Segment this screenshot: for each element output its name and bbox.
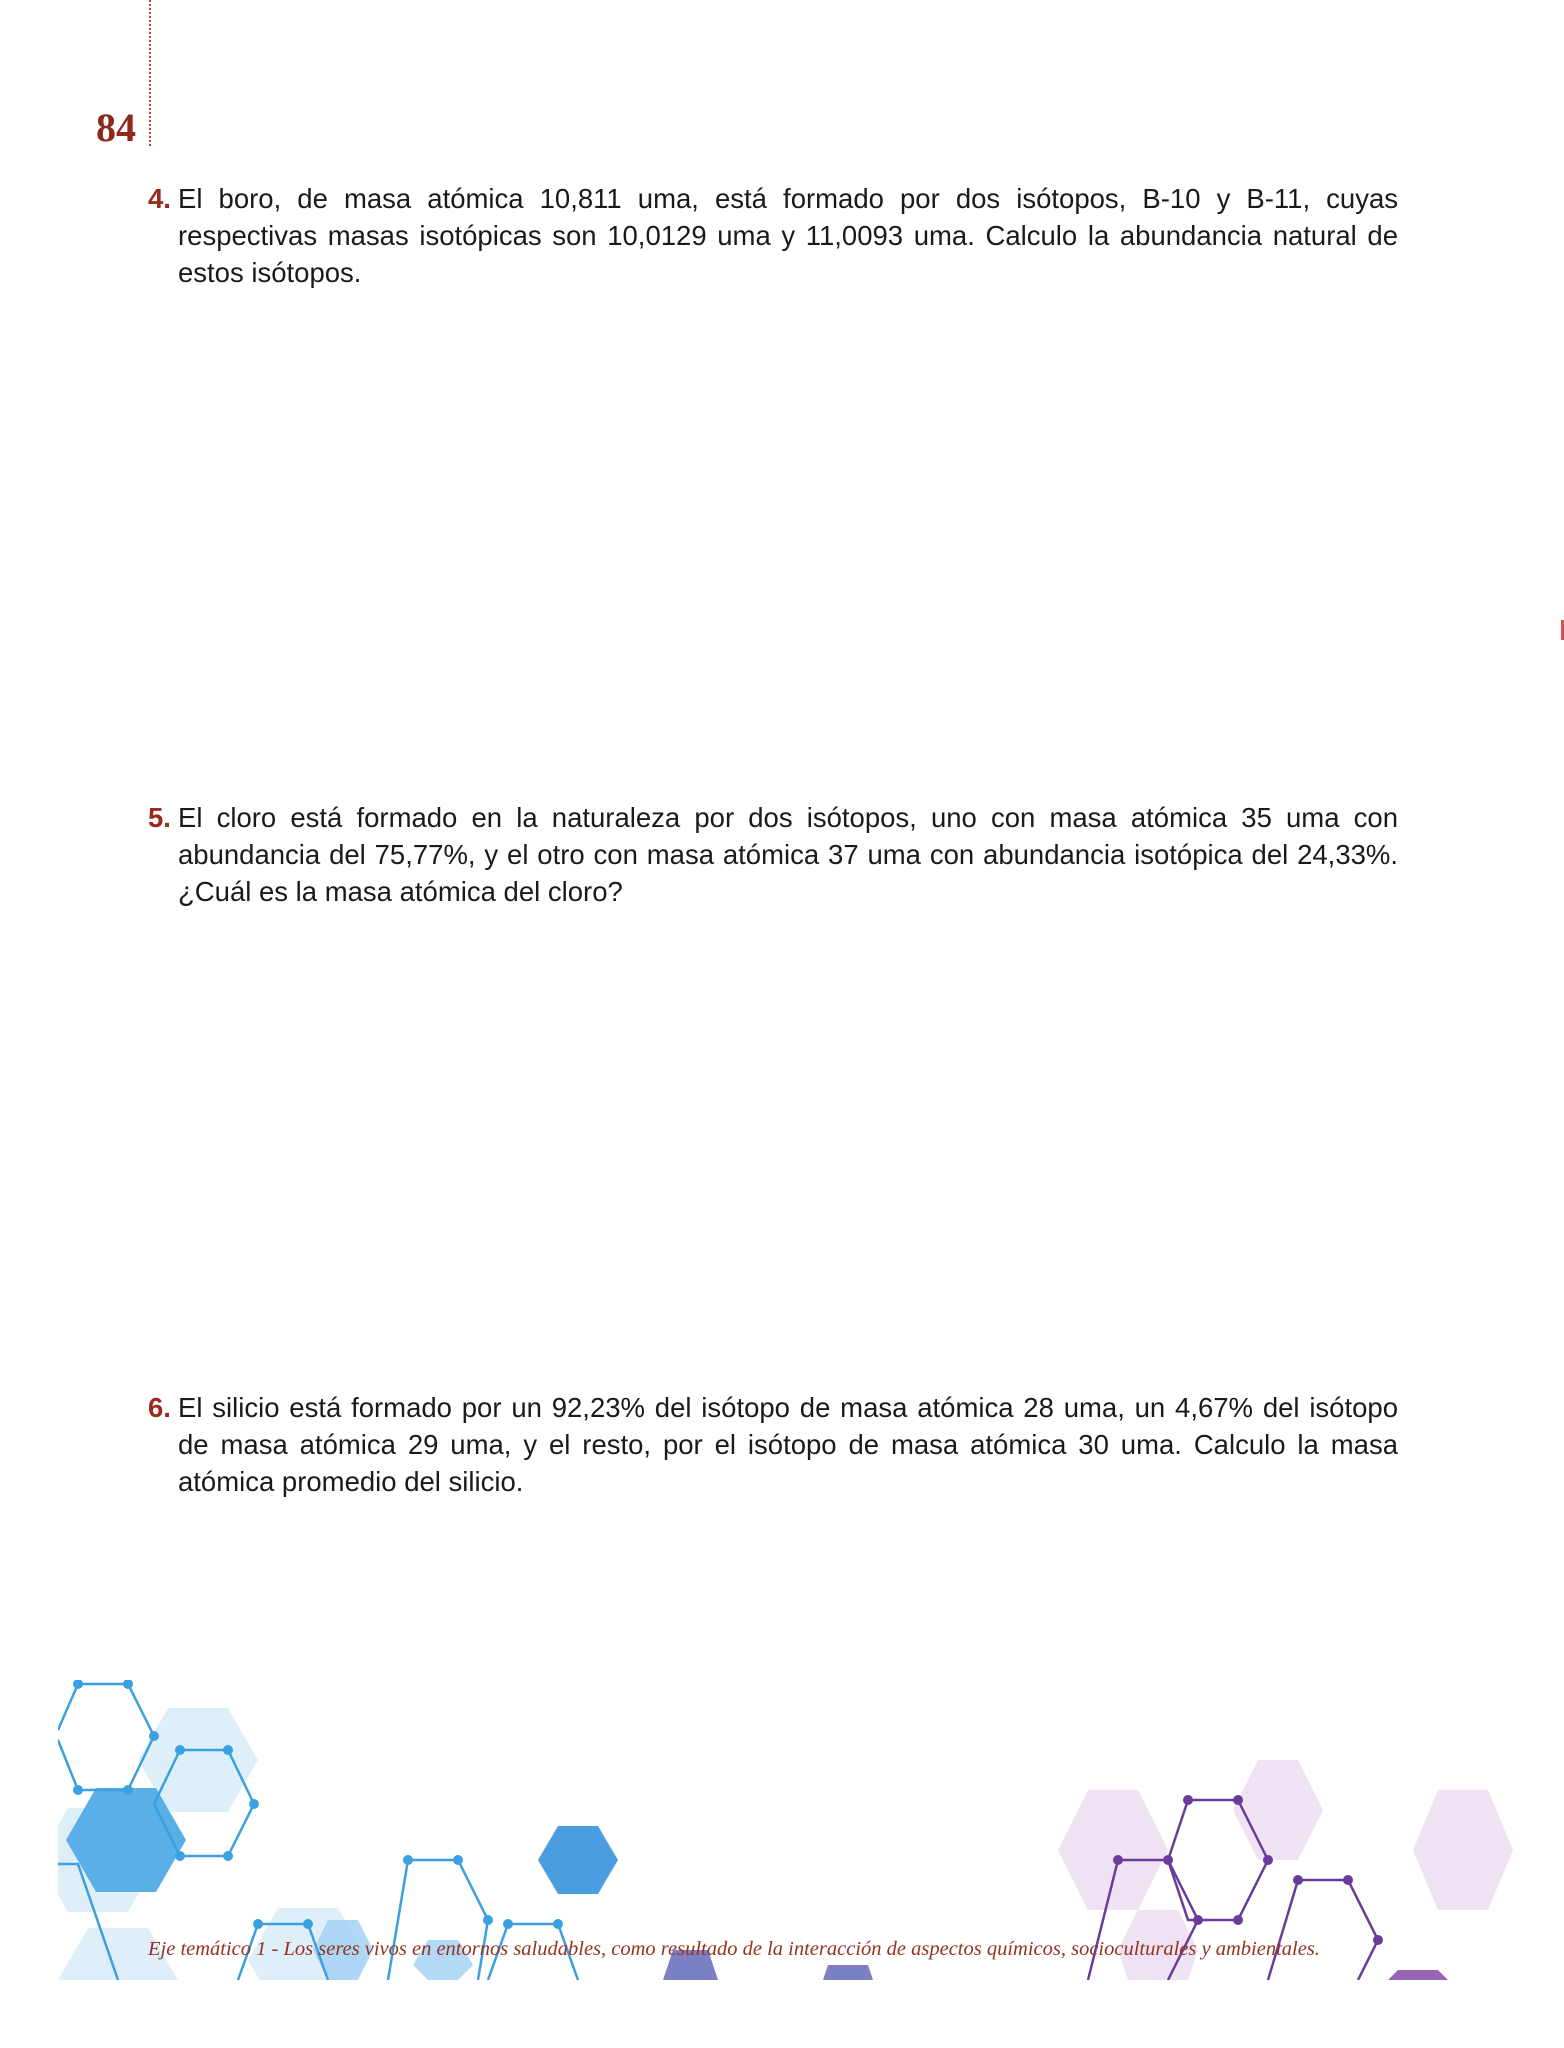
exercise-number: 5. [148, 802, 171, 833]
exercise-number: 6. [148, 1392, 171, 1423]
exercise-6 [148, 1389, 1398, 1500]
margin-dotted-rule [149, 0, 151, 146]
page-number: 84 [96, 105, 136, 150]
exercise-5 [148, 799, 1398, 910]
exercise-text: El cloro está formado en la naturaleza por dos isótopos, uno con masa atómica 35 uma con abundancia del 75,77%, y el otro con masa atómica 37 uma con abundancia isotópica del 24,33%. ¿Cuál es la masa atómica del cloro? [178, 802, 1398, 907]
exercise-text: El silicio está formado por un 92,23% del isótopo de masa atómica 28 uma, un 4,67% del isótopo de masa atómica 29 uma, y el resto, por el isótopo de masa atómica 30 uma. Calculo la masa atómica promedio del silicio. [178, 1392, 1398, 1497]
hexagon-decoration [58, 1680, 1528, 1980]
footer-theme-caption: Eje temático 1 - Los seres vivos en entornos saludables, como resultado de la interacción de aspectos químicos, socioculturales y ambientales. [148, 1938, 1320, 1960]
exercise-4 [148, 180, 1398, 291]
exercise-number: 4. [148, 183, 171, 214]
exercise-text: El boro, de masa atómica 10,811 uma, está formado por dos isótopos, B-10 y B-11, cuyas respectivas masas isotópicas son 10,0129 uma y 11,0093 uma. Calculo la abundancia natural de estos isótopos. [178, 183, 1398, 288]
